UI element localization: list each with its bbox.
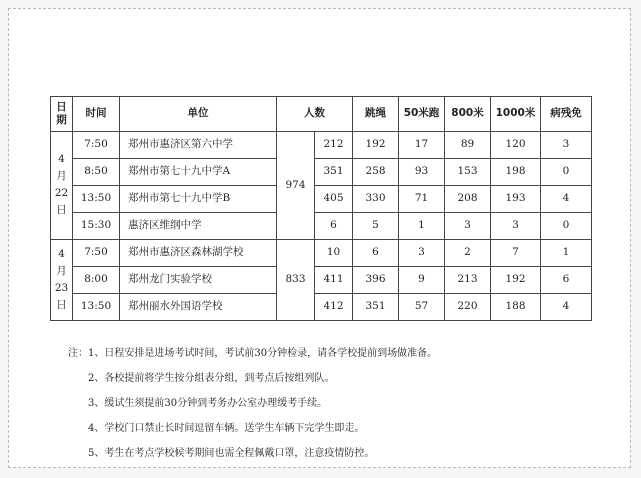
table-row	[51, 293, 592, 320]
exempt-cell: 1	[541, 239, 592, 266]
run800-cell: 89	[445, 131, 491, 158]
time-cell: 7:50	[73, 131, 120, 158]
run50-cell: 3	[399, 239, 445, 266]
header-row	[51, 97, 592, 132]
people-cell: 351	[315, 158, 353, 185]
people-cell: 411	[315, 266, 353, 293]
table-row	[51, 266, 592, 293]
notes-section	[68, 341, 437, 466]
header-time: 时间	[73, 97, 120, 132]
exempt-cell: 0	[541, 158, 592, 185]
people-cell: 212	[315, 131, 353, 158]
unit-cell: 郑州市第七十九中学A	[120, 158, 277, 185]
time-cell: 15:30	[73, 212, 120, 239]
date-cell-day1: 4 月 22 日	[51, 131, 73, 239]
header-people: 人数	[277, 97, 353, 132]
time-cell: 7:50	[73, 239, 120, 266]
run800-cell: 3	[445, 212, 491, 239]
header-date: 日期	[51, 97, 73, 132]
date-cell-day2: 4 月 23 日	[51, 239, 73, 320]
unit-cell: 惠济区维纲中学	[120, 212, 277, 239]
header-exempt: 病残免	[541, 97, 592, 132]
exam-schedule-table	[50, 96, 592, 321]
exempt-cell: 4	[541, 185, 592, 212]
time-cell: 8:50	[73, 158, 120, 185]
header-run800: 800米	[445, 97, 491, 132]
run50-cell: 17	[399, 131, 445, 158]
rope-cell: 192	[353, 131, 399, 158]
note-line: 注：1、日程安排是进场考试时间，考试前30分钟检录，请各学校提前到场做准备。	[68, 348, 438, 359]
run50-cell: 57	[399, 293, 445, 320]
table-row	[51, 185, 592, 212]
table-row	[51, 212, 592, 239]
unit-cell: 郑州市惠济区森林湖学校	[120, 239, 277, 266]
unit-cell: 郑州市惠济区第六中学	[120, 131, 277, 158]
run800-cell: 2	[445, 239, 491, 266]
header-run50: 50米跑	[399, 97, 445, 132]
rope-cell: 396	[353, 266, 399, 293]
run1000-cell: 120	[491, 131, 541, 158]
exempt-cell: 0	[541, 212, 592, 239]
run1000-cell: 7	[491, 239, 541, 266]
day-total-cell: 833	[277, 239, 315, 320]
run50-cell: 9	[399, 266, 445, 293]
note-line: 4、学校门口禁止长时间逗留车辆。送学生车辆下完学生即走。	[88, 423, 365, 434]
table-row	[51, 158, 592, 185]
run800-cell: 153	[445, 158, 491, 185]
time-cell: 13:50	[73, 185, 120, 212]
people-cell: 405	[315, 185, 353, 212]
run1000-cell: 188	[491, 293, 541, 320]
note-line: 3、缓试生须提前30分钟到考务办公室办理缓考手续。	[88, 398, 328, 409]
run50-cell: 1	[399, 212, 445, 239]
rope-cell: 351	[353, 293, 399, 320]
header-run1000: 1000米	[491, 97, 541, 132]
rope-cell: 330	[353, 185, 399, 212]
run800-cell: 213	[445, 266, 491, 293]
time-cell: 13:50	[73, 293, 120, 320]
rope-cell: 5	[353, 212, 399, 239]
day-total-cell: 974	[277, 131, 315, 239]
unit-cell: 郑州龙门实验学校	[120, 266, 277, 293]
exempt-cell: 3	[541, 131, 592, 158]
rope-cell: 6	[353, 239, 399, 266]
run1000-cell: 193	[491, 185, 541, 212]
rope-cell: 258	[353, 158, 399, 185]
exempt-cell: 6	[541, 266, 592, 293]
table-row	[51, 239, 592, 266]
run1000-cell: 3	[491, 212, 541, 239]
unit-cell: 郑州丽水外国语学校	[120, 293, 277, 320]
header-rope: 跳绳	[353, 97, 399, 132]
note-line: 5、考生在考点学校候考期间也需全程佩戴口罩，注意疫情防控。	[88, 448, 375, 459]
people-cell: 10	[315, 239, 353, 266]
header-unit: 单位	[120, 97, 277, 132]
run800-cell: 220	[445, 293, 491, 320]
run800-cell: 208	[445, 185, 491, 212]
time-cell: 8:00	[73, 266, 120, 293]
run1000-cell: 192	[491, 266, 541, 293]
run50-cell: 71	[399, 185, 445, 212]
people-cell: 6	[315, 212, 353, 239]
note-line: 2、各校提前将学生按分组表分组，到考点后按组列队。	[88, 373, 335, 384]
table-row	[51, 131, 592, 158]
unit-cell: 郑州市第七十九中学B	[120, 185, 277, 212]
run1000-cell: 198	[491, 158, 541, 185]
run50-cell: 93	[399, 158, 445, 185]
people-cell: 412	[315, 293, 353, 320]
exempt-cell: 4	[541, 293, 592, 320]
